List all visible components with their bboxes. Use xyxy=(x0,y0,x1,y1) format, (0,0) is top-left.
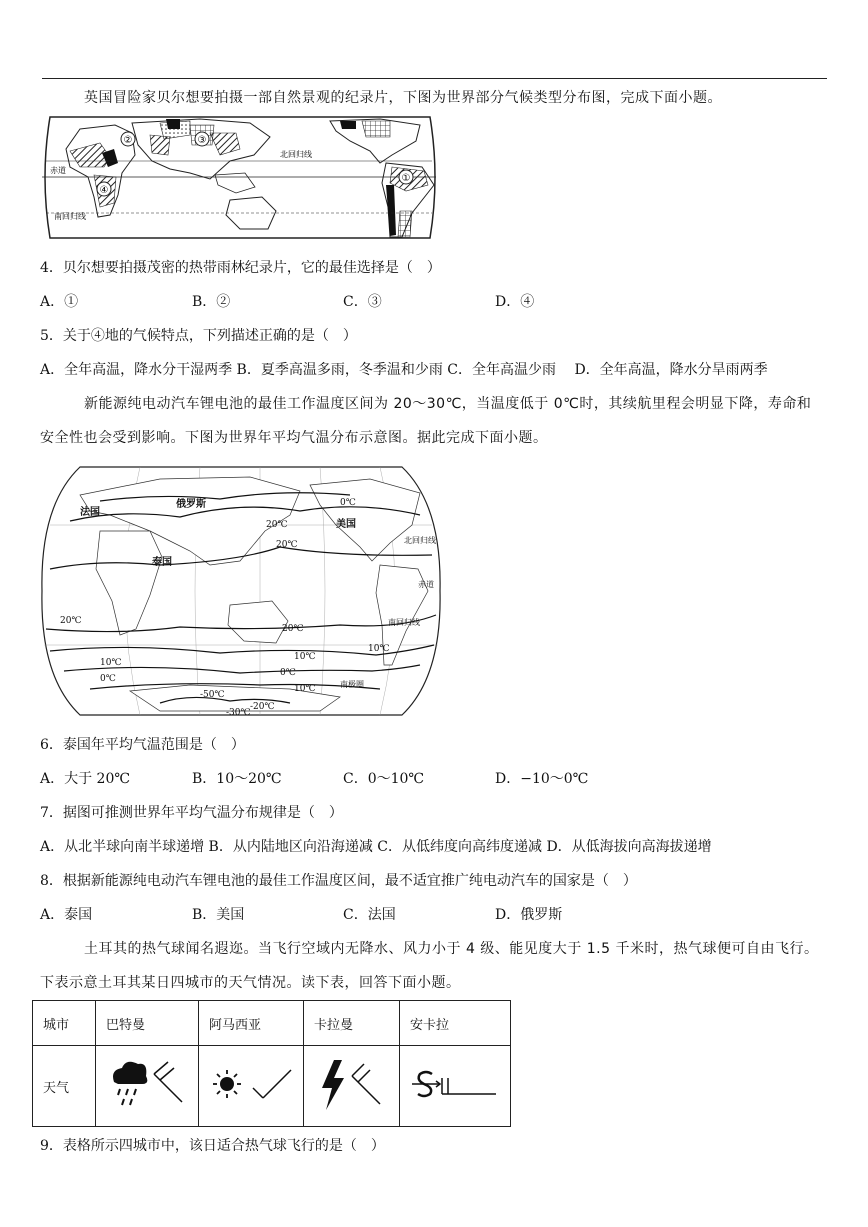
thailand-label: 泰国 xyxy=(152,557,172,568)
isotherm-label: 0℃ xyxy=(100,674,116,684)
marker-1 xyxy=(399,170,413,184)
rain-with-wind-icon xyxy=(106,1054,186,1114)
table-row xyxy=(33,1046,511,1127)
isotherm-label: 0℃ xyxy=(340,498,356,508)
equator-label: 赤道 xyxy=(50,166,66,175)
sunny-with-wind-icon xyxy=(209,1054,293,1114)
city-cell: 卡拉曼 xyxy=(304,1001,400,1046)
city-cell: 安卡拉 xyxy=(400,1001,511,1046)
france-label: 法国 xyxy=(80,507,100,518)
q4-option-d[interactable]: D．④ xyxy=(495,294,535,310)
table-row xyxy=(33,1001,511,1046)
q4-option-c[interactable]: C．③ xyxy=(343,294,382,310)
isotherm-label: 10℃ xyxy=(294,652,316,662)
svg-text:③: ③ xyxy=(197,135,207,146)
q6-stem: 6．泰国年平均气温范围是（ ） xyxy=(40,737,245,753)
climate-map xyxy=(40,115,438,240)
marker-4 xyxy=(97,182,111,196)
q5-options[interactable]: A．全年高温，降水分干湿两季 B．夏季高温多雨，冬季温和少雨 C．全年高温少雨 D．全年高温，降水分旱雨两季 xyxy=(40,362,768,378)
intro-paragraph-1: 英国冒险家贝尔想要拍摄一部自然景观的纪录片，下图为世界部分气候类型分布图，完成下面小题。 xyxy=(84,90,722,106)
intro-paragraph-2-line-2: 安全性也会受到影响。下图为世界年平均气温分布示意图。据此完成下面小题。 xyxy=(40,430,548,446)
svg-text:④: ④ xyxy=(99,185,109,196)
intro-paragraph-2-line-1: 新能源纯电动汽车锂电池的最佳工作温度区间为 20～30℃，当温度低于 0℃时，其续航里程会明显下降，寿命和 xyxy=(84,396,812,412)
intro-paragraph-3-line-2: 下表示意土耳其某日四城市的天气情况。读下表，回答下面小题。 xyxy=(40,975,461,991)
q8-option-a[interactable]: A．泰国 xyxy=(40,907,93,923)
isotherm-label: -30℃ xyxy=(226,708,251,717)
weather-table xyxy=(32,1000,511,1127)
q6-option-c[interactable]: C．0～10℃ xyxy=(343,771,425,787)
q4-option-b[interactable]: B．② xyxy=(192,294,231,310)
q5-stem: 5．关于④地的气候特点，下列描述正确的是（ ） xyxy=(40,328,357,344)
q9-stem: 9．表格所示四城市中，该日适合热气球飞行的是（ ） xyxy=(40,1138,385,1154)
q8-option-b[interactable]: B．美国 xyxy=(192,907,245,923)
isotherm-label: 0℃ xyxy=(280,668,296,678)
isotherm-label: 20℃ xyxy=(282,624,304,634)
q8-stem: 8．根据新能源纯电动汽车锂电池的最佳工作温度区间，最不适宜推广纯电动汽车的国家是（ ） xyxy=(40,873,637,889)
equator-label-2: 赤道 xyxy=(418,580,434,589)
city-cell: 阿马西亚 xyxy=(199,1001,304,1046)
svg-text:①: ① xyxy=(401,173,411,184)
q7-options[interactable]: A．从北半球向南半球递增 B．从内陆地区向沿海递减 C．从低纬度向高纬度递减 D．从低海拔向高海拔递增 xyxy=(40,839,712,855)
q4-option-a[interactable]: A．① xyxy=(40,294,79,310)
antarctic-circle-label: 南极圈 xyxy=(340,680,364,689)
isotherm-label: 20℃ xyxy=(60,616,82,626)
isotherm-label: -50℃ xyxy=(200,690,225,700)
tropic-cancer-label-2: 北回归线 xyxy=(404,536,436,545)
table-row-label: 天气 xyxy=(33,1046,96,1127)
q6-option-b[interactable]: B．10～20℃ xyxy=(192,771,282,787)
intro-paragraph-3-line-1: 土耳其的热气球闻名遐迩。当飞行空域内无降水、风力小于 4 级、能见度大于 1.5 千米时，热气球便可自由飞行。 xyxy=(84,941,819,957)
q6-option-d[interactable]: D．−10～0℃ xyxy=(495,771,589,787)
marker-2 xyxy=(121,132,135,146)
table-row-label: 城市 xyxy=(33,1001,96,1046)
q7-stem: 7．据图可推测世界年平均气温分布规律是（ ） xyxy=(40,805,343,821)
isotherm-label: 10℃ xyxy=(100,658,122,668)
tropic-capricorn-label: 南回归线 xyxy=(54,212,86,221)
isotherm-label: 20℃ xyxy=(276,540,298,550)
sandstorm-with-wind-icon xyxy=(410,1054,500,1114)
tropic-capricorn-label-2: 南回归线 xyxy=(388,618,420,627)
isotherm-label: 10℃ xyxy=(368,644,390,654)
thunderstorm-with-wind-icon xyxy=(314,1054,390,1114)
marker-3 xyxy=(195,132,209,146)
city-cell: 巴特曼 xyxy=(96,1001,199,1046)
russia-label: 俄罗斯 xyxy=(176,499,206,510)
tropic-cancer-label: 北回归线 xyxy=(280,150,312,159)
isotherm-label: 10℃ xyxy=(294,684,316,694)
svg-text:②: ② xyxy=(123,135,133,146)
q8-option-c[interactable]: C．法国 xyxy=(343,907,396,923)
isotherm-label: 20℃ xyxy=(266,520,288,530)
usa-label: 美国 xyxy=(336,519,356,530)
q8-option-d[interactable]: D．俄罗斯 xyxy=(495,907,563,923)
isotherm-label: -20℃ xyxy=(250,702,275,712)
header-rule xyxy=(42,78,827,79)
q6-option-a[interactable]: A．大于 20℃ xyxy=(40,771,131,787)
q4-stem: 4．贝尔想要拍摄茂密的热带雨林纪录片，它的最佳选择是（ ） xyxy=(40,260,441,276)
temperature-map xyxy=(40,465,442,717)
